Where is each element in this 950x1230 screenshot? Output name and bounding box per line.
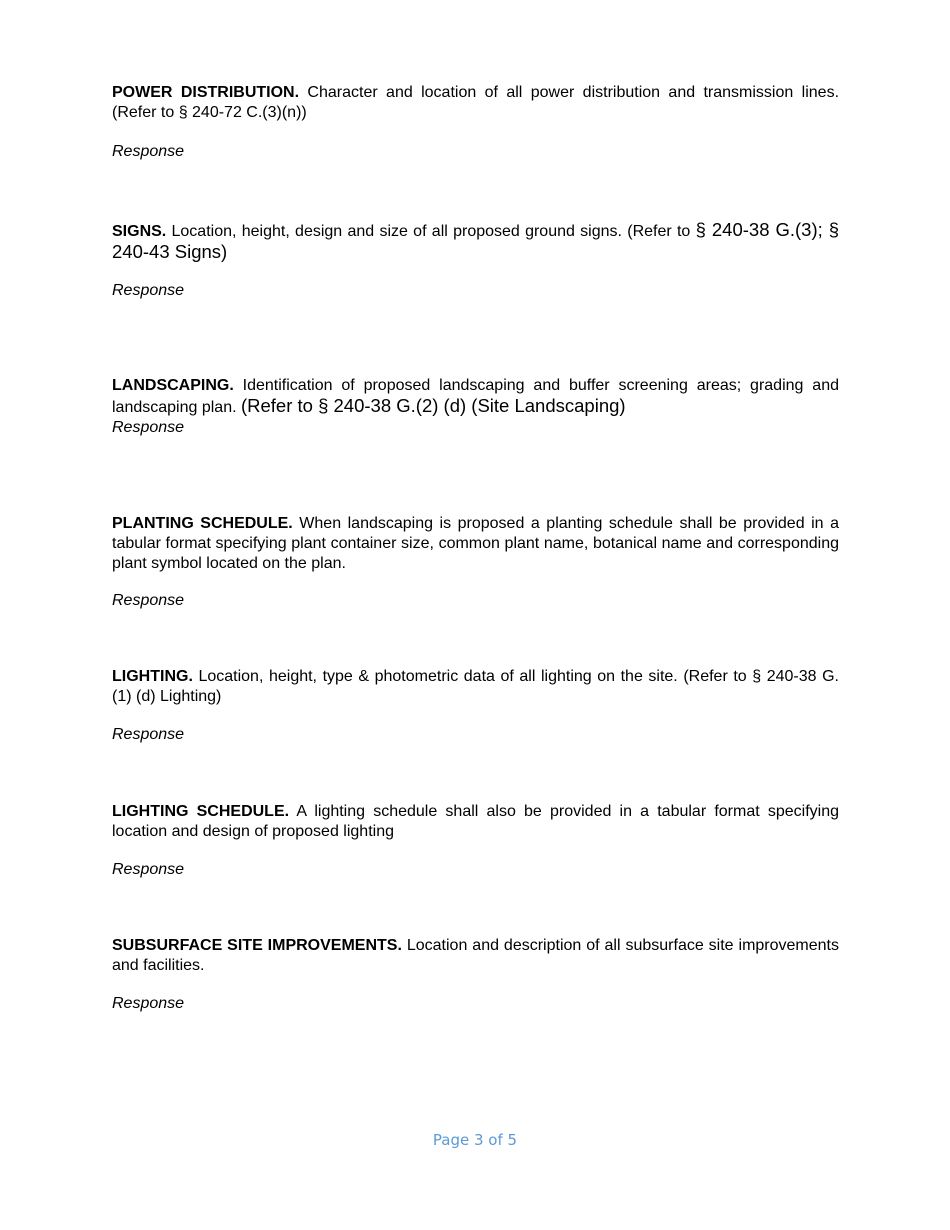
section-text <box>112 802 839 842</box>
section-text <box>112 220 839 264</box>
response-label: Response <box>112 592 185 609</box>
section-heading: LIGHTING. <box>112 668 193 685</box>
section-body: Location and description of all subsurface site improvements and facilities. <box>112 937 840 974</box>
response-label: Response <box>112 861 185 878</box>
section-heading: PLANTING SCHEDULE. <box>112 515 293 532</box>
section-heading: SIGNS. <box>112 223 167 240</box>
section-planting-schedule <box>112 514 839 574</box>
section-heading: SUBSURFACE SITE IMPROVEMENTS. <box>112 937 402 954</box>
response-label: Response <box>112 143 185 160</box>
section-power-distribution <box>112 83 839 123</box>
section-heading: POWER DISTRIBUTION. <box>112 84 300 101</box>
response-label: Response <box>112 282 185 299</box>
section-subsurface-site-improvements <box>112 936 839 976</box>
section-text <box>112 514 839 574</box>
section-body: Location, height, design and size of all proposed ground signs. (Refer to <box>166 223 696 240</box>
section-text <box>112 667 839 707</box>
section-landscaping <box>112 376 839 418</box>
section-body: When landscaping is proposed a planting schedule shall be provided in a tabular format specifying plant container size, common plant name, botanical name and corresponding plant symbol located on the plan. <box>112 515 840 572</box>
section-heading: LIGHTING SCHEDULE. <box>112 803 290 820</box>
section-lighting <box>112 667 839 707</box>
section-body: Location, height, type & photometric data of all lighting on the site. (Refer to § 240-38 G.(1) (d) Lighting) <box>112 668 839 705</box>
section-text <box>112 376 839 418</box>
section-heading: LANDSCAPING. <box>112 377 234 394</box>
section-body: Character and location of all power distribution and transmission lines. (Refer to § 240-72 C.(3)(n)) <box>112 84 840 121</box>
section-lighting-schedule <box>112 802 839 842</box>
response-label: Response <box>112 726 185 743</box>
section-body-reference: § 240-38 G.(3); § 240-43 Signs) <box>112 219 840 262</box>
response-label: Response <box>112 419 185 436</box>
section-text <box>112 936 839 976</box>
section-body: A lighting schedule shall also be provided in a tabular format specifying location and design of proposed lighting <box>112 803 839 840</box>
response-label: Response <box>112 995 185 1012</box>
section-body: Identification of proposed landscaping and buffer screening areas; grading and landscaping plan. <box>112 377 839 416</box>
section-signs <box>112 220 839 264</box>
page-number-footer: Page 3 of 5 <box>432 1131 518 1149</box>
section-text <box>112 83 839 123</box>
section-body-reference: (Refer to § 240-38 G.(2) (d) (Site Landscaping) <box>240 395 626 416</box>
